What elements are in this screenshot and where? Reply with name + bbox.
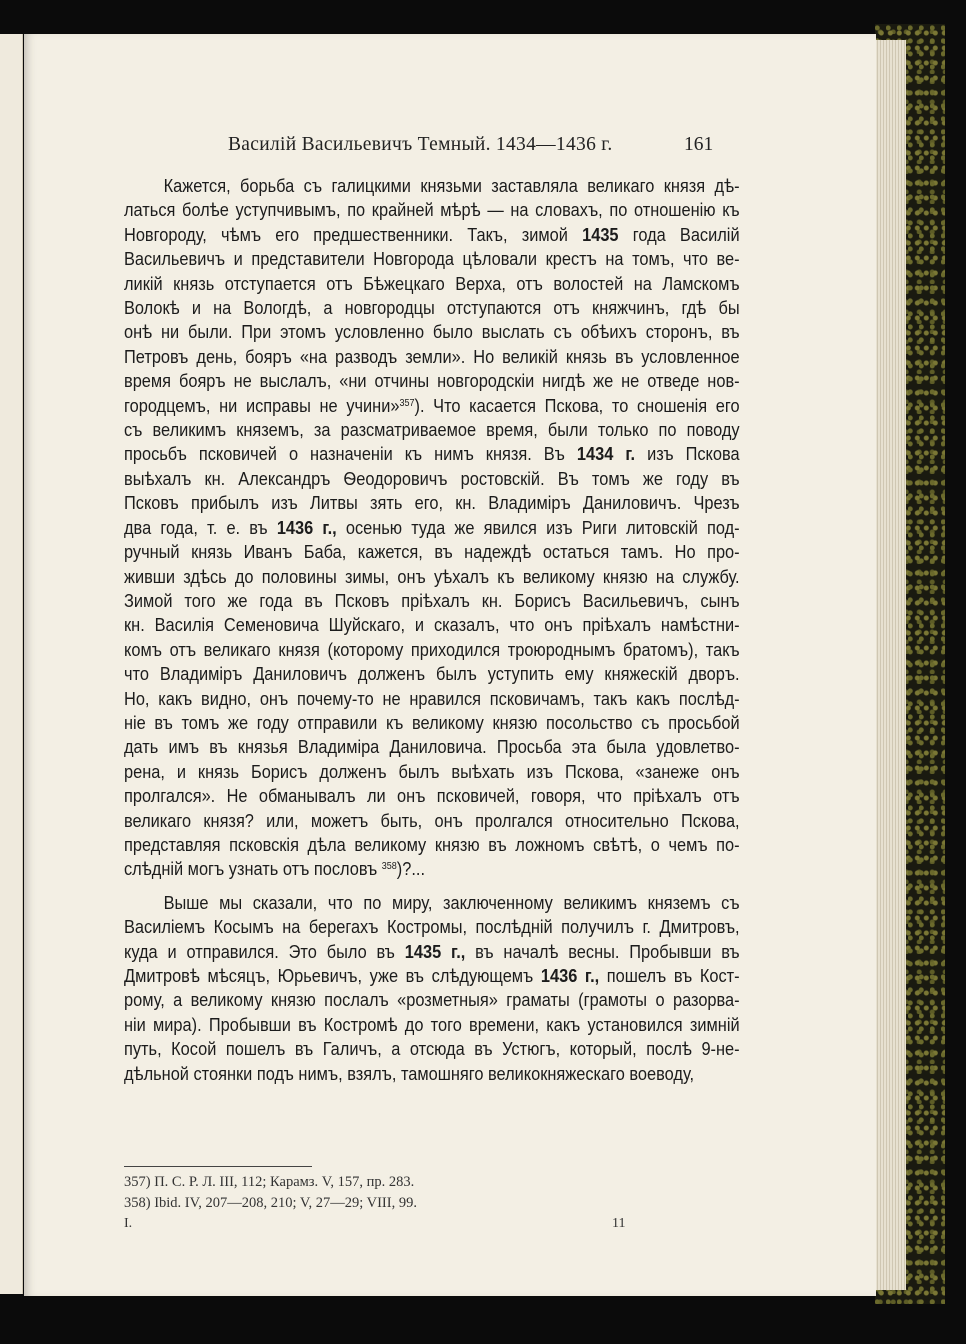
text-run: Зимой того же года въ Псковъ пріѣхалъ кн. Борисъ Васильевичъ, сынъ: [124, 590, 740, 611]
footnote-ref: 358: [381, 861, 397, 873]
text-run: два года, т. е. въ: [124, 517, 277, 538]
text-line: [124, 565, 740, 589]
text-run: ). Что касается Пскова, то сношенія его: [414, 395, 740, 416]
text-run: Кажется, борьба съ галицкими князьми заставляла великаго князя дѣ-: [163, 176, 740, 196]
text-run: ніе въ томъ же году отправили къ великому князю посольство съ просьбой: [124, 712, 740, 733]
text-run: куда и отправился. Это было въ: [124, 941, 405, 962]
book-page: [24, 34, 876, 1296]
footnote-ref: 357: [399, 397, 415, 409]
text-run: Новгороду, чѣмъ его предшественники. Такъ, зимой: [124, 224, 583, 245]
text-line: [124, 833, 740, 857]
text-line: [124, 491, 740, 515]
text-run: живши здѣсь до половины зимы, онъ уѣхалъ къ великому князю на службу.: [124, 566, 740, 587]
text-line: [124, 711, 740, 735]
text-run: въ началѣ весны. Пробывши въ: [465, 941, 740, 962]
text-line: [124, 174, 740, 198]
footnote-357: 357) П. С. Р. Л. III, 112; Карамз. V, 157, пр. 283.: [124, 1174, 415, 1190]
text-line: [124, 198, 740, 222]
text-run: ніи мира). Пробывши въ Костромѣ до того времени, какъ установился зимній: [124, 1014, 740, 1035]
text-line: [124, 638, 740, 662]
signature-number: 11: [612, 1216, 626, 1231]
year-emphasis: 1436 г.,: [276, 517, 337, 538]
text-line: [124, 394, 740, 418]
text-line: [124, 296, 740, 320]
text-run: великаго князя? или, можетъ быть, онъ пролгался относительно Пскова,: [124, 810, 740, 831]
text-run: дать имъ въ князья Владиміра Даниловича. Просьба эта была удовлетво-: [124, 737, 740, 758]
text-run: просьбъ псковичей о назначеніи къ нимъ князя. Въ: [124, 444, 577, 465]
text-line: [124, 940, 740, 964]
signature-mark: I.: [124, 1216, 133, 1231]
footnote-358: 358) Ibid. IV, 207—208, 210; V, 27—29; VIII, 99.: [124, 1195, 417, 1211]
year-emphasis: 1435 г.,: [404, 941, 466, 962]
footnote-rule: [124, 1166, 312, 1167]
text-run: Выше мы сказали, что по миру, заключенному великимъ княземъ съ: [163, 892, 740, 913]
text-run: рому, а великому князю послалъ «розметныя» граматы (грамоты о разорва-: [124, 990, 740, 1011]
body-text: [124, 174, 740, 1086]
text-line: [124, 891, 740, 915]
text-line: [124, 915, 740, 939]
year-emphasis: 1436 г.,: [540, 966, 600, 986]
text-run: )?...: [396, 859, 426, 880]
text-run: Василіемъ Косымъ на берегахъ Костромы, послѣдній получилъ г. Дмитровъ,: [124, 917, 740, 938]
text-run: Дмитровѣ мѣсяцъ, Юрьевичъ, уже въ слѣдующемъ: [124, 966, 541, 986]
text-line: [124, 857, 740, 881]
text-run: кн. Василія Семеновича Шуйскаго, и сказалъ, что онъ пріѣхалъ намѣстни-: [124, 615, 740, 636]
text-line: [124, 1062, 740, 1086]
text-line: [124, 613, 740, 637]
text-line: [124, 988, 740, 1012]
text-run: выѣхалъ кн. Александръ Ѳеодоровичъ ростовскій. Въ томъ же году въ: [124, 468, 740, 489]
text-line: [124, 809, 740, 833]
text-run: осенью туда же явился изъ Риги литовскій под-: [336, 517, 740, 538]
facing-page-edge: [0, 34, 23, 1294]
running-head: Василій Васильевичъ Темный. 1434—1436 г.: [228, 134, 613, 155]
text-run: латься болѣе уступчивымъ, по крайней мѣрѣ — на словахъ, по отношенію къ: [124, 200, 740, 221]
text-line: [124, 418, 740, 442]
text-run: путь, Косой пошелъ въ Галичъ, а отсюда въ Устюгъ, который, послѣ 9-не-: [124, 1039, 740, 1060]
text-run: пошелъ въ Кост-: [599, 966, 740, 986]
year-emphasis: 1434 г.: [576, 444, 636, 465]
text-line: [124, 516, 740, 540]
text-run: пролгался». Не обманывалъ ли онъ псковичей, говоря, что пріѣхалъ отъ: [124, 786, 740, 807]
text-run: городцемъ, ни исправы не учини»: [124, 395, 400, 416]
text-run: года Василій: [618, 224, 740, 245]
footnotes: [124, 1172, 684, 1214]
text-line: [124, 247, 740, 271]
text-run: что Владиміръ Даниловичъ долженъ былъ уступить ему княжескій дворъ.: [124, 664, 740, 685]
text-line: [124, 662, 740, 686]
text-line: [124, 540, 740, 564]
text-line: [124, 1013, 740, 1037]
text-run: ручный князь Иванъ Баба, кажется, въ надеждѣ остаться тамъ. Но про-: [124, 542, 740, 563]
page-number: 161: [684, 134, 714, 155]
text-run: представляя псковскія дѣла великому князю въ ложномъ свѣтѣ, о чемъ по-: [124, 834, 740, 855]
text-run: изъ Пскова: [635, 444, 740, 465]
text-line: [124, 589, 740, 613]
text-line: [124, 442, 740, 466]
text-line: [124, 320, 740, 344]
text-line: [124, 467, 740, 491]
text-run: время бояръ не выслалъ, «ни отчины новгородскіи нигдѣ же не отведе нов-: [124, 371, 740, 392]
text-run: Волокѣ и на Вологдѣ, а новгородцы отступаются отъ княжчинъ, гдѣ бы: [124, 298, 740, 319]
text-line: [124, 369, 740, 393]
year-emphasis: 1435: [582, 224, 619, 245]
text-line: [124, 687, 740, 711]
text-run: комъ отъ великаго князя (которому приходился троюроднымъ братомъ), такъ: [124, 639, 740, 660]
text-line: [124, 964, 740, 988]
text-line: [124, 1037, 740, 1061]
text-run: дѣльной стоянки подъ нимъ, взялъ, тамошняго великокняжескаго воеводу,: [124, 1063, 695, 1084]
paragraph-2: [124, 891, 740, 1086]
text-line: [124, 223, 740, 247]
paragraph-1: [124, 174, 740, 882]
text-line: [124, 345, 740, 369]
text-run: Но, какъ видно, онъ почему-то не нравился псковичамъ, такъ какъ послѣд-: [124, 688, 740, 709]
text-run: Петровъ день, бояръ «на разводъ земли». Но великій князь въ условленное: [124, 346, 740, 367]
text-run: съ великимъ княземъ, за разсматриваемое время, были только по поводу: [124, 420, 740, 441]
text-line: [124, 784, 740, 808]
text-line: [124, 735, 740, 759]
text-run: Псковъ прибылъ изъ Литвы зять его, кн. Владиміръ Даниловичъ. Чрезъ: [124, 493, 740, 514]
text-run: ликій князь отступается отъ Бѣжецкаго Верха, отъ волостей на Ламскомъ: [124, 273, 740, 294]
text-run: онѣ ни были. При этомъ условленно было выслать съ обѣихъ сторонъ, въ: [124, 322, 740, 343]
text-run: слѣдній могъ узнать отъ пословъ: [124, 859, 382, 880]
text-run: Васильевичъ и представители Новгорода цѣловали крестъ на томъ, что ве-: [124, 249, 740, 270]
text-run: рена, и князь Борисъ долженъ былъ выѣхать изъ Пскова, «занеже онъ: [124, 761, 740, 782]
text-line: [124, 272, 740, 296]
text-line: [124, 760, 740, 784]
